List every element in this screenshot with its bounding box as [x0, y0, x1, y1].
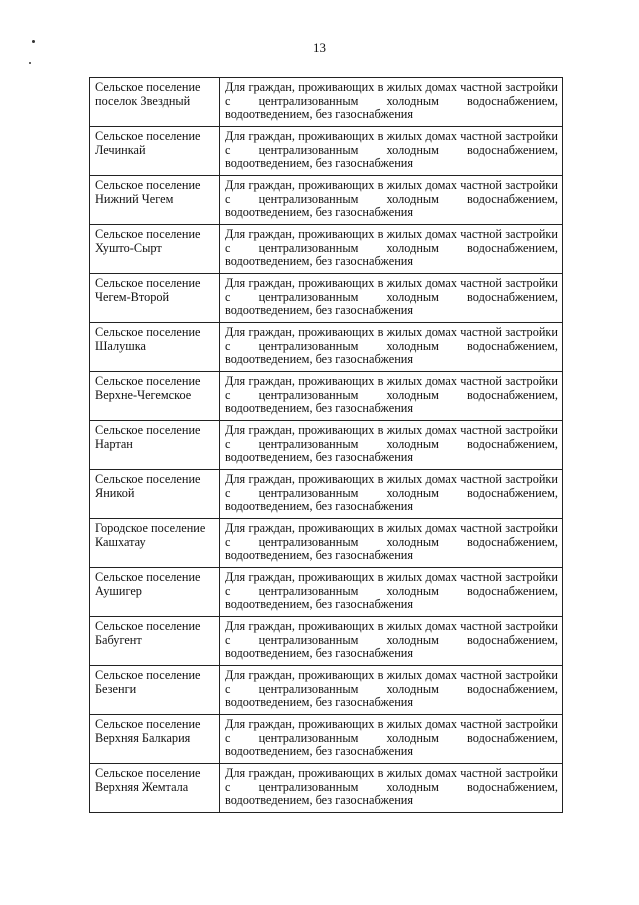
settlement-cell: Городское поселение Кашхатау	[90, 519, 220, 568]
settlement-cell: Сельское поселение Бабугент	[90, 617, 220, 666]
table-row	[90, 274, 563, 323]
description-cell: Для граждан, проживающих в жилых домах частной застройки с централизованным холодным водоснабжением, водоотведением, без газоснабжения	[220, 617, 563, 666]
description-cell: Для граждан, проживающих в жилых домах частной застройки с централизованным холодным водоснабжением, водоотведением, без газоснабжения	[220, 764, 563, 813]
settlement-cell: Сельское поселение Верхне-Чегемское	[90, 372, 220, 421]
description-cell: Для граждан, проживающих в жилых домах частной застройки с централизованным холодным водоснабжением, водоотведением, без газоснабжения	[220, 127, 563, 176]
settlement-cell: Сельское поселение Чегем-Второй	[90, 274, 220, 323]
settlement-cell: Сельское поселение Хушто-Сырт	[90, 225, 220, 274]
description-cell: Для граждан, проживающих в жилых домах частной застройки с централизованным холодным водоснабжением, водоотведением, без газоснабжения	[220, 470, 563, 519]
settlement-cell: Сельское поселение Нартан	[90, 421, 220, 470]
page-number: 13	[313, 40, 326, 55]
settlement-cell: Сельское поселение Верхняя Балкария	[90, 715, 220, 764]
settlement-cell: Сельское поселение Аушигер	[90, 568, 220, 617]
description-cell: Для граждан, проживающих в жилых домах частной застройки с централизованным холодным водоснабжением, водоотведением, без газоснабжения	[220, 372, 563, 421]
table-row	[90, 617, 563, 666]
description-cell: Для граждан, проживающих в жилых домах частной застройки с централизованным холодным водоснабжением, водоотведением, без газоснабжения	[220, 519, 563, 568]
description-cell: Для граждан, проживающих в жилых домах частной застройки с централизованным холодным водоснабжением, водоотведением, без газоснабжения	[220, 715, 563, 764]
description-cell: Для граждан, проживающих в жилых домах частной застройки с централизованным холодным водоснабжением, водоотведением, без газоснабжения	[220, 421, 563, 470]
table-row	[90, 372, 563, 421]
table-row	[90, 470, 563, 519]
table-body	[90, 78, 563, 813]
table-row	[90, 323, 563, 372]
tariff-table	[89, 77, 563, 813]
settlement-cell: Сельское поселение Верхняя Жемтала	[90, 764, 220, 813]
table-row	[90, 519, 563, 568]
table-row	[90, 225, 563, 274]
table-row	[90, 127, 563, 176]
table-row	[90, 176, 563, 225]
description-cell: Для граждан, проживающих в жилых домах частной застройки с централизованным холодным водоснабжением, водоотведением, без газоснабжения	[220, 323, 563, 372]
description-cell: Для граждан, проживающих в жилых домах частной застройки с централизованным холодным водоснабжением, водоотведением, без газоснабжения	[220, 176, 563, 225]
settlement-cell: Сельское поселение поселок Звездный	[90, 78, 220, 127]
settlement-cell: Сельское поселение Нижний Чегем	[90, 176, 220, 225]
description-cell: Для граждан, проживающих в жилых домах частной застройки с централизованным холодным водоснабжением, водоотведением, без газоснабжения	[220, 274, 563, 323]
description-cell: Для граждан, проживающих в жилых домах частной застройки с централизованным холодным водоснабжением, водоотведением, без газоснабжения	[220, 568, 563, 617]
settlement-cell: Сельское поселение Шалушка	[90, 323, 220, 372]
table-row	[90, 568, 563, 617]
description-cell: Для граждан, проживающих в жилых домах частной застройки с централизованным холодным водоснабжением, водоотведением, без газоснабжения	[220, 666, 563, 715]
scan-speck	[29, 62, 31, 64]
settlement-cell: Сельское поселение Яникой	[90, 470, 220, 519]
table-row	[90, 421, 563, 470]
table-row	[90, 715, 563, 764]
settlement-cell: Сельское поселение Лечинкай	[90, 127, 220, 176]
description-cell: Для граждан, проживающих в жилых домах частной застройки с централизованным холодным водоснабжением, водоотведением, без газоснабжения	[220, 225, 563, 274]
settlement-cell: Сельское поселение Безенги	[90, 666, 220, 715]
table-row	[90, 78, 563, 127]
description-cell: Для граждан, проживающих в жилых домах частной застройки с централизованным холодным водоснабжением, водоотведением, без газоснабжения	[220, 78, 563, 127]
table-row	[90, 666, 563, 715]
table-row	[90, 764, 563, 813]
